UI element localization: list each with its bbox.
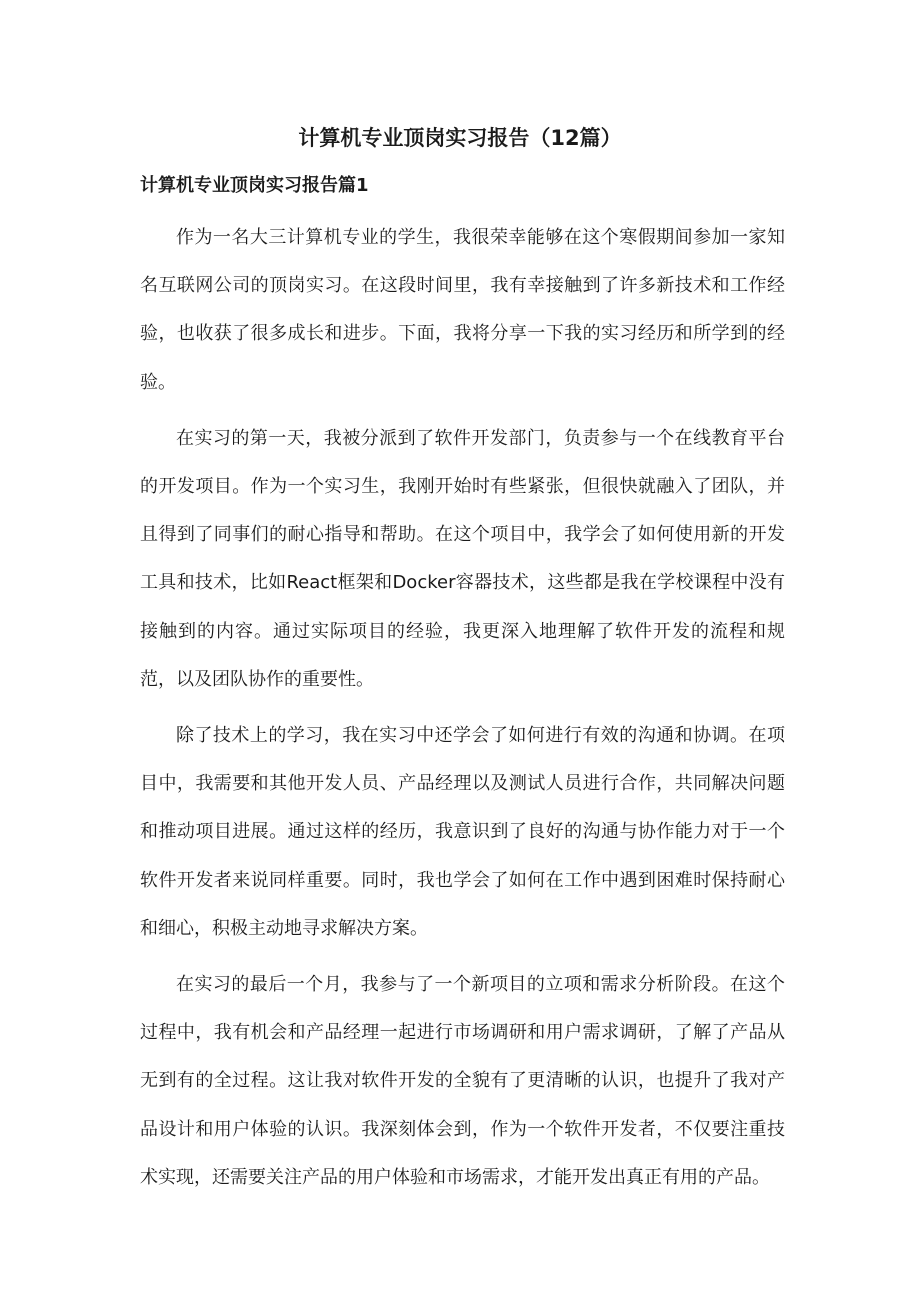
- paragraph: 除了技术上的学习，我在实习中还学会了如何进行有效的沟通和协调。在项目中，我需要和其他开发人员、产品经理以及测试人员进行合作，共同解决问题和推动项目进展。通过这样的经历，我意识到了良好的沟通与协作能力对于一个软件开发者来说同样重要。同时，我也学会了如何在工作中遇到困难时保持耐心和细心，积极主动地寻求解决方案。: [140, 725, 785, 939]
- paragraph: 作为一名大三计算机专业的学生，我很荣幸能够在这个寒假期间参加一家知名互联网公司的顶岗实习。在这段时间里，我有幸接触到了许多新技术和工作经验，也收获了很多成长和进步。下面，我将分享一下我的实习经历和所学到的经验。: [140, 227, 785, 393]
- paragraph: 在实习的第一天，我被分派到了软件开发部门，负责参与一个在线教育平台的开发项目。作为一个实习生，我刚开始时有些紧张，但很快就融入了团队，并且得到了同事们的耐心指导和帮助。在这个项目中，我学会了如何使用新的开发工具和技术，比如React框架和Docker容器技术，这些都是我在学校课程中没有接触到的内容。通过实际项目的经验，我更深入地理解了软件开发的流程和规范，以及团队协作的重要性。: [140, 427, 785, 690]
- document-title: 计算机专业顶岗实习报告（12篇）: [298, 126, 622, 150]
- section-heading: 计算机专业顶岗实习报告篇1: [140, 175, 369, 196]
- document-body: [140, 214, 785, 1210]
- paragraph: 在实习的最后一个月，我参与了一个新项目的立项和需求分析阶段。在这个过程中，我有机会和产品经理一起进行市场调研和用户需求调研，了解了产品从无到有的全过程。这让我对软件开发的全貌有了更清晰的认识，也提升了我对产品设计和用户体验的认识。我深刻体会到，作为一个软件开发者，不仅要注重技术实现，还需要关注产品的用户体验和市场需求，才能开发出真正有用的产品。: [140, 974, 785, 1188]
